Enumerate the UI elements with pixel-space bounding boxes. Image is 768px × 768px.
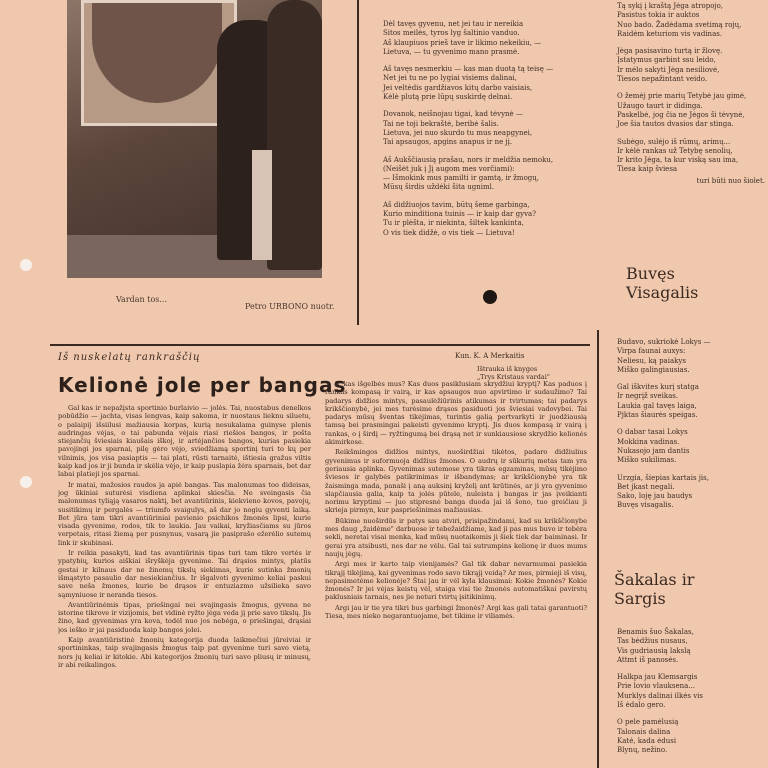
poem-line: Tas bėdžius nusaus, — [617, 637, 688, 646]
poem-sakalas — [617, 628, 765, 764]
poem-stanza — [617, 718, 765, 755]
sakalas-title-line: Sargis — [614, 589, 666, 608]
poem-stanza — [383, 156, 583, 193]
poem-line: Miško sukilimas. — [617, 456, 677, 465]
poem-line: Prie lovio vlauksena... — [617, 682, 695, 691]
poem-stanza — [617, 428, 765, 465]
poem-stanza — [617, 474, 765, 511]
poem-line: Bet jkast negali. — [617, 482, 675, 491]
poem-line: Blynų, nežino. — [617, 746, 668, 755]
poem-stanza — [383, 20, 583, 57]
poem-line: Joe šia tautos dvasios dar stinga. — [617, 120, 734, 129]
punch-hole — [20, 476, 32, 488]
poem-line: Dėl tavęs gyvenu, net jei tau ir nereikia — [383, 20, 524, 28]
poem-line: Aš klaupiuos prieš tave ir likimo nekeikiu, — — [383, 38, 542, 47]
poem-line: Paskelbė, jog čia ne Jėgos ši tėvynė, — [617, 110, 745, 119]
article-paragraph: Ir reikia pasakyti, kad tas avantiūrinis tipas turi tam tikro vertės ir ypatybių, kurios aiškiai išryškėja gyvenime. Tai drąsios mintys, platūs gestai ir kilnaus dar ne žinomų tikslų siekimas, kurie sutinka žmonių išmąstyto pasaulio dar nesiekiančius. Ir išgalvoti gyvenimo keliai paskui save neša žmones, kurie be drąsos ir entuziazmo užsilieka savo sąmyniuose ir neranda tiesos. — [58, 549, 311, 599]
poem-line: — Išmokink mus pamilti ir gamtą, ir žmogų, — [383, 174, 540, 183]
poem-line: Pjktas šiaurės speigas. — [617, 411, 698, 420]
poem-line: Pasistus tokia ir auktos — [617, 11, 700, 20]
article-paragraph: Reikšmingos didžios mintys, nuoširdžiai tikėtos, padaro didžiulius gyvenimus ir suformuoja didžius žmones. O audrų ir sūkurių metas tam yra geriausia aplinka. Gyvenimas sutemose yra tikras egzaminas, mūsų tikėjimo šviesos ir galybės patikrinimas ir išbandymas; ar krikščionybė yra tik žaisminga mada, panaši į aną auksinį kryželį ant krūtinės, ar ji yra gyvenimo slapčiausia galia, kaip ta jolės pūtele, nuleista į bangas ir jas įveikianti norimu kryptimi — juo stipresnė banga duoda jai iš šono, tuo greičiau ji skrieja pirmyn, kur paspriešinimas mažiausias. — [325, 448, 587, 515]
poem-line: Tai apsaugos, apgins anapus ir ne jį. — [383, 138, 513, 147]
poem-line: Kėlė plutą prie lūpų suskirdę delnai. — [383, 93, 513, 102]
poem-line: Laukia gal tavęs laiga, — [617, 401, 697, 410]
poem-line: (Neišėt juk į Jį augom mes vorčiami): — [383, 164, 515, 173]
poem-stanza — [617, 338, 765, 375]
poem-line: Talonais dalina — [617, 727, 671, 736]
article-paragraph: Argi mes ir karto taip vienijamės? Gal tik dabar nevarmumai pasiekia tikrąjį tikėjimą, kai gyvenimas rodo savo tikrąjį veidą? Ar mes, pirmieji iš visų, nepasimetėme kelionėje? Štai jau ir vėl kyla klausimai: Kokie žmonės? Kokie žmonės? Ir jei vėjas keistų vėl, staiga visi tie žmonės automatiškai pavirstų paklusniais tarnais, nes jie neturi tvirtų įsitikinimų. — [325, 560, 587, 602]
article-source — [477, 365, 550, 381]
poem-line: Urzgia, šiepias kartais jis, — [617, 473, 709, 482]
photo-figure — [267, 0, 322, 270]
poem-line: Tiesa kaip šviesa — [617, 165, 678, 174]
poem-line: Jei veltėdis gardžiavos kitų darbo vaisiais, — [383, 83, 533, 92]
poem-line: Katė, kada ėdusi — [617, 736, 677, 745]
article-paragraph: Ir kas išgelbės mus? Kas duos pasiklusiam skrydžiui kryptį? Kas paduos į rankas kompasą ir vairą, ir kas apsaugos nuo apvirtimo ir sudaužimo? Tai padarys didžios mintys, pasaulėžiūrinis atikumas ir tvirtumas; tai padarys krikščionybė, jei mes turėsime drąsos pasiduoti jos šviesiai vadovybei. Tai padarys mūsų šventas tikėjimas, turintis galią pertvarkyti ir juodžiausią tamsą bei prasmingai pakeisti gyvenimo kryptį. Jis duos kompasą ir vairą į rankas, o į širdį — ryžtingumą bei drąsą net ir sunkiausiose skrydžio kelionės akimirkose. — [325, 380, 587, 447]
poem-line: Vis gudriausią lakslą — [617, 646, 691, 655]
poem-stanza — [617, 2, 765, 39]
column-divider — [597, 330, 599, 768]
poem-top — [383, 20, 583, 246]
article-paragraph: Argi jau ir tie yra tikri bus garbingi žmonės? Argi kas gali tatai garantuoti? Tiesa, mes nieko negarantuojame, bet tikime ir viliamės. — [325, 603, 587, 621]
poem-line: Tiesos nepažintant veido. — [617, 75, 708, 84]
poem-line: Subėgo, sulėjo iš rūmų, arimų... — [617, 137, 731, 146]
photo-banner — [81, 0, 237, 126]
poem-line: Mokkina vadinas. — [617, 437, 680, 446]
article-kicker: Iš nuskelatų rankraščių — [58, 352, 201, 363]
article-paragraph: Būkime nuoširdūs ir patys sau atviri, prisipažindami, kad su krikščionybe mes daug „žaidėme" darbuose ir tebežaidžiame, kad ji pas mus buvo ir tebėra sekli, neretai visai menka, kad mūsų nuotaikomis ji šiek tiek dar baiminasi. Ir gerai yra atsibusti, nes dar ne vėlu. Gal tai sutrumpins kelionę ir duos mums naujų jėgų. — [325, 516, 587, 558]
poem-line: Lietuva, jei nuo skurdo tu mus neapgynei, — [383, 128, 533, 137]
poem-line: Virpa faunai auxys: — [617, 347, 686, 356]
poem-line: Budavo, sukriokė Lokys — — [617, 338, 711, 346]
poem-right-top — [617, 2, 765, 186]
poem-line: Attmt iš panosės. — [617, 655, 679, 664]
poem-line: O dabar tasai Lokys — [617, 428, 688, 437]
poem-line: Halkpa jau Klemsargis — [617, 673, 698, 682]
poem-stanza — [617, 628, 765, 665]
poem-line: Ir mėlo sakyti Jėga nesiliovė, — [617, 65, 720, 74]
article-paragraph: Kaip avantiūristinė žmonių kategorija duoda laikmečiui jūreiviai ir sportininkas, taip svajingasis žmogus taip pat gyvenime turi savo vietą, nors jų keliai ir kitokie. Abi kategorijos žmonių turi savo pliusų ir minusų, ir abi reikalingos. — [58, 636, 311, 669]
poem-stanza — [617, 383, 765, 420]
buves-title-line: Buvęs — [626, 264, 675, 283]
poem-line: Miško galingiausias. — [617, 365, 690, 374]
poem-line: Aš tavęs nesmerkiu — kas man duotą tą teisę — — [383, 65, 554, 74]
article-title: Kelionė jole per bangas — [58, 373, 347, 397]
poem-line: Mūsų širdis uždėki šita ugniml. — [383, 183, 495, 192]
poem-line: O žemėj prie marių Tetybė jau gimė, — [617, 92, 747, 101]
poem-line: Buvęs visagalis. — [617, 501, 674, 510]
article-author: Kun. K. A Merkaitis — [455, 352, 525, 360]
sakalas-title-line: Šakalas ir — [614, 570, 695, 589]
poem-line: Aš didžiuojos tavim, būtų šeme garbinga, — [383, 200, 530, 209]
poem-line: Aš Aukščiausią prašau, nors ir meldžia nemoku, — [383, 155, 554, 164]
poem-line: Murklys dalinai ilkės vis — [617, 691, 704, 700]
poem-stanza — [617, 47, 765, 84]
poem-line: Dovanok, neišnojau tigai, kad tėvynė — — [383, 110, 523, 119]
poem-line: Ir krito Jėga, ta kur viską sau ima, — [617, 156, 739, 165]
poem-author: turi būti nuo šiolet. — [696, 176, 765, 185]
poem-line: Iš ėdalo gero. — [617, 701, 666, 710]
poem-line: Tu ir plėšta, ir niekinta, šiltek kankinta, — [383, 219, 524, 228]
poem-line: Jėga pasisavino turtą ir žlovę. — [617, 47, 723, 56]
article-paragraph: Gal kas ir nepažįsta sportinio burlaivio — jolės. Tai, nuostabus denelkos pobūdžio — jachta, visas lengvas, kaip sakoma, ir nuostaus lieknu siluetu, o palaipij išsiilusi mažiausia korpas, kurią nesukalama guinyse plenis audringas vėjas, o tai pabunda vėjais riasi riešios bangos, ir pošta stiejančių šviesiais kiaušais iškoj, ir artėjančios bangos, kurias pasiekia pavojingi jos sparnai, pilę gėro vėjo, sviedžiamą sportinį turi to kų per vilnimis, jos visa pasiaptis — tai plati, rūsti tarnaitė, ištiesia gražus viltis kaip kad jos ir ji bunda ir skėlia vėjo, ir kaip puslapia žėra sparnais, bet dar labai platieji jos sparnai. — [58, 404, 311, 479]
poem-line: Sitos meilės, tyros lyg šaltinio vanduo. — [383, 29, 520, 38]
photo-banner-emblem — [92, 3, 222, 103]
punch-hole — [20, 259, 32, 271]
article-source-line: „Trys Kristaus vardai" — [477, 373, 550, 381]
section-divider — [50, 344, 590, 346]
poem-line: Kurio minditiona tuinis — ir kaip dar gyva? — [383, 210, 536, 219]
poem-stanza — [617, 92, 765, 129]
poem-line: O vis tiek didžė, o vis tiek — Lietuva! — [383, 228, 515, 237]
photo-caption-right: Petro URBONO nuotr. — [245, 302, 335, 311]
poem-line: Nukasojo jam dantis — [617, 446, 690, 455]
article-column-1 — [58, 404, 311, 768]
poem-line: Sako, loję jau baudys — [617, 492, 693, 501]
article-paragraph: Avantiūrinėmis tipas, priešingai nei svajingasis žmogus, gyvena ne istorine tikrove ir vizijomis, bet vidinė ryžto jėga veda jį prie savo tikslų. Jis žino, kad gyvenimas yra kova, todėl nuo jos nebėga, o priešingai, drąsiai jos ieško ir jai pasiduoda kaip bangos jolei. — [58, 600, 311, 634]
buves-title — [626, 264, 698, 302]
poem-stanza — [383, 65, 583, 102]
poem-line: Raidėm keturiom vis vadinas. — [617, 29, 723, 38]
poem-stanza — [617, 138, 765, 175]
article-column-2 — [325, 380, 587, 768]
poem-line: Net jei tu ne po lygiai visiems dalinai, — [383, 74, 517, 83]
poem-line: Nuo bado. Žadėdama svetimą rojų, — [617, 20, 742, 29]
poem-line: Neliesu, ką paiakys — [617, 356, 686, 365]
poem-line: Lietuva, — tu gyvenimo mano prasmė. — [383, 47, 520, 56]
article-paragraph: Ir matai, mažosios raudos ja apiė bangas. Tas malonumas too dideisas, jog ūkiniai suturėsi visdiena aplinkai skiesčia. Ne sveingasis čia malonumas tyliąją vasaros naktį, bet avantiūrinis, kiekvieno kovos, pavojų, susitikimų ir pergalės — triumfo svaigulys, aš dar jo nogiu gyventi laiką. Bet jūra tam tikri avantiūriniai pavienio psichikos žmonės lipsi, kurie visada gyvenime, rodos, tik to laukia. Jau vaikai, kryžiasčiams su jūros verpetais, ritasi žiemą per pusnynus, vasarą jie pasiprašo ežerėlio sutemų link ir skubinasi. — [58, 480, 311, 547]
column-divider — [357, 0, 359, 325]
poem-line: Benamis šuo Šakalas, — [617, 628, 694, 636]
poem-line: Užaugo taurt ir didinga. — [617, 101, 703, 110]
poem-line: Tai ne toji bekraštė, beribė šalis. — [383, 119, 499, 128]
poem-buves — [617, 338, 765, 519]
poem-stanza — [383, 110, 583, 147]
photo-caption-left: Vardan tos... — [116, 295, 167, 304]
poem-line: Tą sykį į kraštą Jėga atropojo, — [617, 2, 724, 10]
sakalas-title — [614, 570, 694, 608]
poem-line: O pele pamėlusią — [617, 718, 679, 727]
photo-pole — [252, 150, 272, 260]
poem-line: Įstatymus garbint ssu leido, — [617, 56, 716, 65]
poem-line: Ir kėlė rankas už Tetybę senolių, — [617, 146, 733, 155]
poem-stanza — [383, 201, 583, 238]
poem-line: Gal iškvites kurį statga — [617, 383, 699, 392]
poem-stanza — [617, 673, 765, 710]
bullet-dot — [483, 290, 497, 304]
buves-title-line: Visagalis — [626, 283, 699, 302]
photo — [67, 0, 322, 278]
article-source-line: Ištrauka iš knygos — [477, 365, 538, 373]
poem-line: Ir negrįž sveikas. — [617, 392, 679, 401]
